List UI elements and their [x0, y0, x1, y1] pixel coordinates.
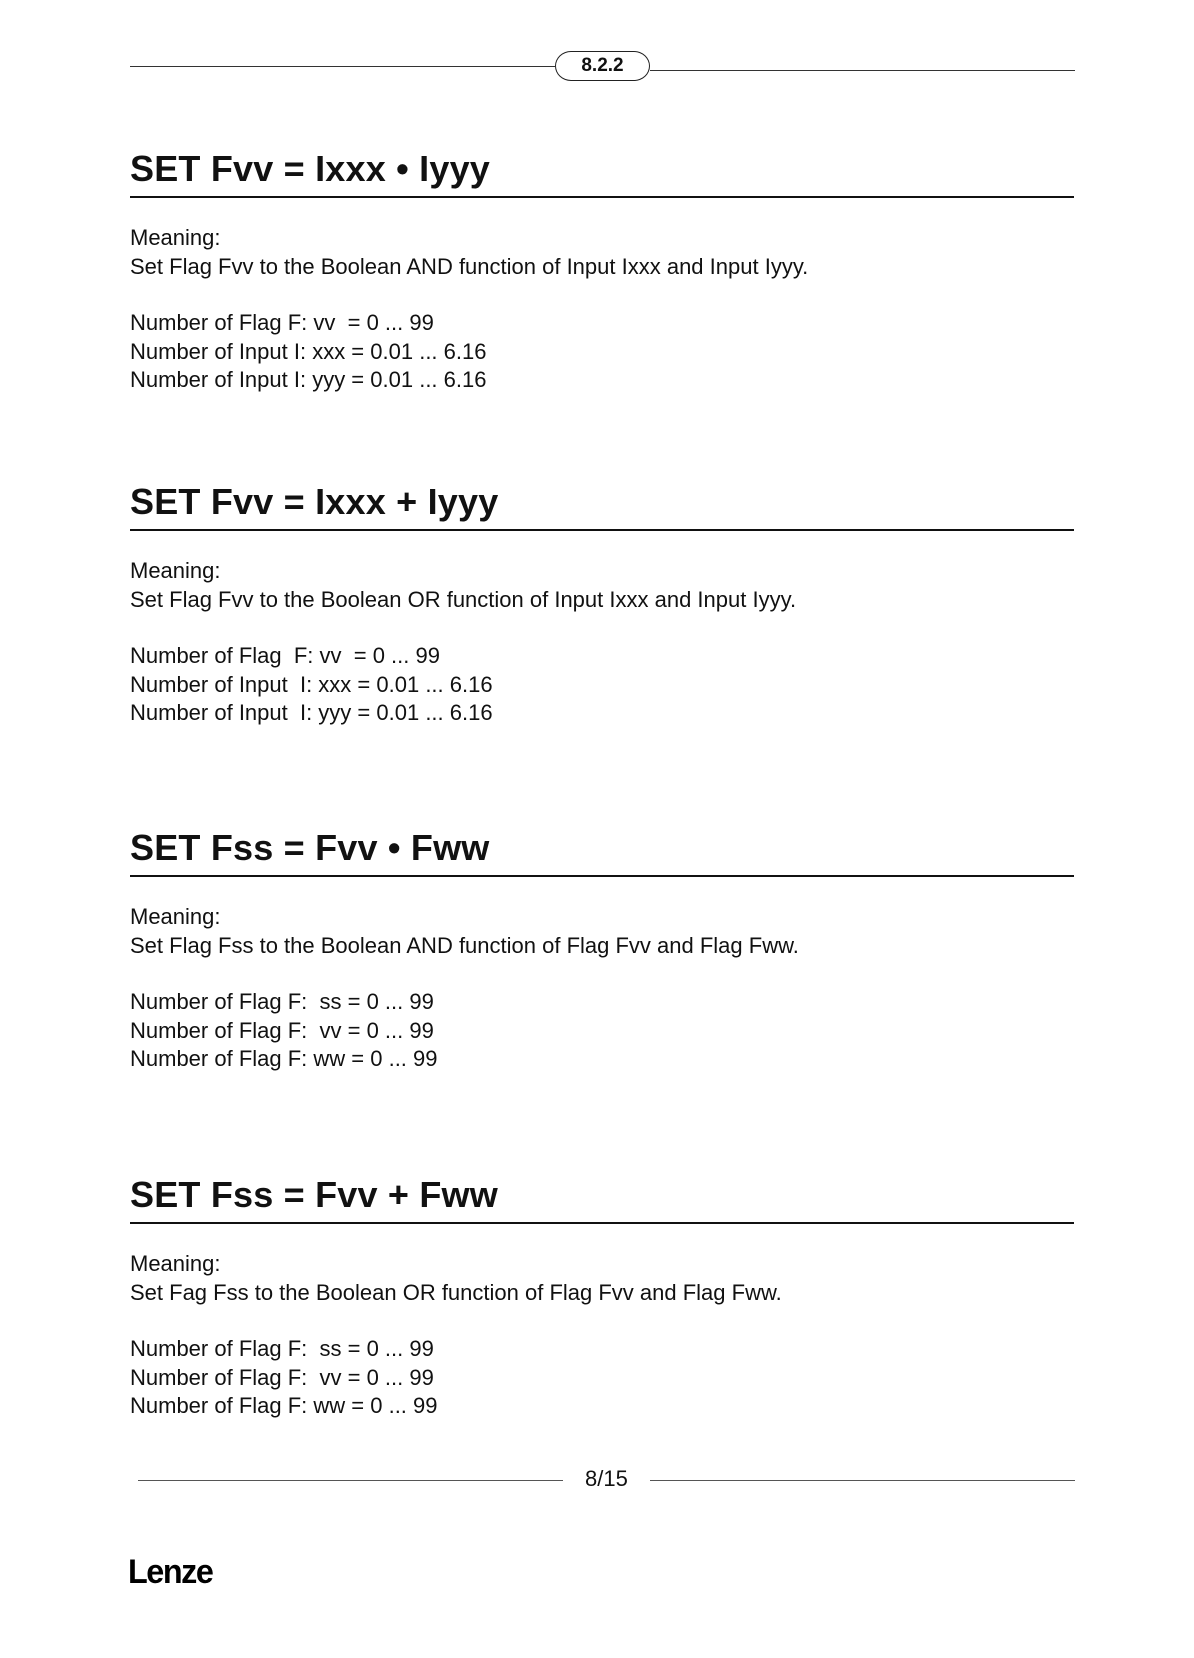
page-number: 8/15 — [585, 1466, 628, 1491]
section-title: SET Fvv = Ixxx • Iyyy — [130, 148, 491, 189]
meaning-label: Meaning: — [130, 558, 221, 583]
range-line: Number of Flag F: vv = 0 ... 99 — [130, 310, 434, 335]
section-or-flags — [130, 1172, 1074, 1421]
footer-rule-right — [650, 1480, 1075, 1481]
range-line: Number of Flag F: vv = 0 ... 99 — [130, 1017, 434, 1043]
section-title: SET Fvv = Ixxx + Iyyy — [130, 481, 499, 522]
header-rule-right — [650, 70, 1075, 71]
title-rule — [130, 529, 1074, 531]
section-body — [130, 224, 1074, 395]
section-body — [130, 903, 1074, 1074]
range-line: Number of Input I: yyy = 0.01 ... 6.16 — [130, 367, 487, 392]
section-or-inputs — [130, 479, 1074, 728]
section-and-flags — [130, 825, 1074, 1074]
range-line: Number of Flag F: vv = 0 ... 99 — [130, 643, 440, 668]
section-body — [130, 1250, 1074, 1421]
section-title: SET Fss = Fvv + Fww — [130, 1174, 498, 1215]
meaning-label: Meaning: — [130, 904, 221, 929]
section-and-inputs — [130, 146, 1074, 395]
section-number-badge: 8.2.2 — [555, 51, 650, 81]
meaning-label: Meaning: — [130, 225, 221, 250]
meaning-description: Set Flag Fss to the Boolean AND function of Flag Fvv and Flag Fww. — [130, 932, 799, 958]
section-title: SET Fss = Fvv • Fww — [130, 827, 490, 868]
title-rule — [130, 1222, 1074, 1224]
range-line: Number of Flag F: vv = 0 ... 99 — [130, 1364, 434, 1390]
header-rule-left — [130, 66, 555, 67]
lenze-logo: Lenze — [128, 1553, 213, 1591]
meaning-description: Set Flag Fvv to the Boolean OR function of Input Ixxx and Input Iyyy. — [130, 586, 797, 612]
range-line: Number of Flag F: ss = 0 ... 99 — [130, 1336, 434, 1361]
range-line: Number of Input I: xxx = 0.01 ... 6.16 — [130, 338, 487, 364]
footer-rule-left — [138, 1480, 563, 1481]
title-rule — [130, 196, 1074, 198]
meaning-description: Set Fag Fss to the Boolean OR function of Flag Fvv and Flag Fww. — [130, 1279, 782, 1305]
meaning-description: Set Flag Fvv to the Boolean AND function of Input Ixxx and Input Iyyy. — [130, 253, 809, 279]
range-line: Number of Input I: xxx = 0.01 ... 6.16 — [130, 671, 493, 697]
section-body — [130, 557, 1074, 728]
range-line: Number of Input I: yyy = 0.01 ... 6.16 — [130, 700, 493, 725]
meaning-label: Meaning: — [130, 1251, 221, 1276]
title-rule — [130, 875, 1074, 877]
range-line: Number of Flag F: ss = 0 ... 99 — [130, 989, 434, 1014]
range-line: Number of Flag F: ww = 0 ... 99 — [130, 1046, 438, 1071]
range-line: Number of Flag F: ww = 0 ... 99 — [130, 1393, 438, 1418]
